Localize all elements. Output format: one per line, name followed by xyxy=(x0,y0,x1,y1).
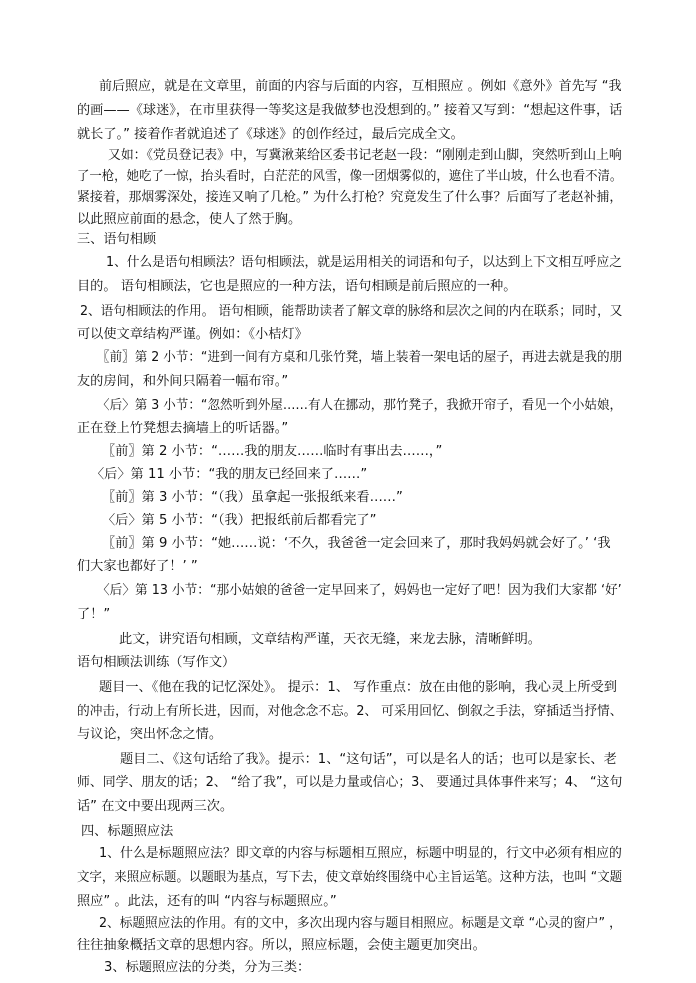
section-heading: 语句相顾法训练（写作文） xyxy=(77,654,236,670)
text-line: 又如：《党员登记表》中，写冀湫莱给区委书记老赵一段：“刚刚走到山脚，突然听到山上响 xyxy=(108,147,622,163)
text-line: 〖前〗第 9 小节：“她……说：‘不久，我爸爸一定会回来了，那时我妈妈就会好了。’ ‘我 xyxy=(102,536,611,552)
text-line: 2、标题照应法的作用。有的文中，多次出现内容与题目相照应。标题是文章 “心灵的窗户” ， xyxy=(99,916,622,931)
text-line: 前后照应，就是在文章里，前面的内容与后面的内容，互相照应 。例如《意外》首先写 “我 xyxy=(99,79,622,94)
text-line: 照应” 。此法，还有的叫 “内容与标题照应。” xyxy=(77,894,337,909)
text-line: 〈后〉第 13 小节：“那小姑娘的爸爸一定早回来了，妈妈也一定好了吧！因为我们大家都 ‘好’ xyxy=(97,583,622,599)
text-line: 师、同学、朋友的话；2、 “给了我”，可以是力量或信心；3、 要通过具体事件来写；4、 “这句 xyxy=(77,775,623,791)
text-line: 3、标题照应法的分类，分为三类： xyxy=(104,960,311,975)
text-line: 紧接着，那烟雾深处，接连又响了几枪。” 为什么打枪？究竟发生了什么事？后面写了老赵补捕， xyxy=(77,190,623,205)
section-heading: 四、标题照应法 xyxy=(81,824,174,840)
text-line: 题目一、《他在我的记忆深处》。 提示：1、 写作重点：放在由他的影响，我心灵上所受到 xyxy=(99,679,617,695)
text-line: 题目二、《这句话给了我》。提示：1、“这句话”，可以是名人的话；也可以是家长、老 xyxy=(120,751,617,767)
text-line: 往往抽象概括文章的思想内容。所以，照应标题，会使主题更加突出。 xyxy=(77,938,486,953)
text-line: 可以使文章结构严谨。例如：《小桔灯》 xyxy=(77,326,308,342)
text-line: 目的。 语句相顾法，它也是照应的一种方法，语句相顾是前后照应的一种。 xyxy=(77,278,517,294)
text-line: 〈后〉第 5 小节：“（我）把报纸前后都看完了” xyxy=(102,513,377,529)
text-line: 的冲击，行动上有所长进，因而，对他念念不忘。2、 可采用回忆、倒叙之手法，穿插适当抒情、 xyxy=(77,703,623,719)
text-line: 话” 在文中要出现两三次。 xyxy=(77,799,234,815)
text-line: 与议论，突出怀念之情。 xyxy=(77,726,223,742)
text-line: 的画——《球迷》，在市里获得一等奖这是我做梦也没想到的。” 接着又写到：“想起这件事，话 xyxy=(77,102,623,118)
text-line: 正在登上竹凳想去摘墙上的听话器。” xyxy=(77,420,289,436)
text-line: 了！” xyxy=(77,607,111,622)
text-line: 们大家也都好了！’ ” xyxy=(77,559,198,575)
text-line: 2、语句相顾法的作用。 语句相顾，能帮助读者了解文章的脉络和层次之间的内在联系；同时，又 xyxy=(80,303,623,319)
text-line: 了一枪，她吃了一惊，抬头看时，白茫茫的风雪，像一团烟雾似的，遮住了半山坡，什么也看不清。 xyxy=(77,168,623,184)
text-line: 1、什么是标题照应法？即文章的内容与标题相互照应，标题中明显的，行文中必须有相应的 xyxy=(99,846,622,862)
text-line: 文字，来照应标题。以题眼为基点，写下去，使文章始终围绕中心主旨运笔。这种方法，也叫 “文题 xyxy=(77,870,623,886)
text-line: 〖前〗第 2 小节：“……我的朋友……临时有事出去……，” xyxy=(102,444,443,460)
text-line: 〈后〉第 3 小节：“忽然听到外屋……有人在挪动，那竹凳子，我掀开帘子，看见一个小姑娘， xyxy=(97,397,623,413)
section-heading: 三、语句相顾 xyxy=(77,232,157,248)
text-line: 〖前〗第 2 小节：“进到一间有方桌和几张竹凳，墙上装着一架电话的屋子，再进去就是我的朋 xyxy=(97,349,623,365)
text-line: 以此照应前面的悬念，使人了然于胸。 xyxy=(77,212,302,227)
text-line: 友的房间，和外间只隔着一幅布帘。” xyxy=(77,373,289,389)
text-line: 〖前〗第 3 小节：“（我）虽拿起一张报纸来看……” xyxy=(102,490,403,506)
text-line: 就长了。” 接着作者就追述了《球迷》的创作经过，最后完成全文。 xyxy=(77,126,464,142)
text-line: 1、什么是语句相顾法？语句相顾法，就是运用相关的词语和句子，以达到上下文相互呼应之 xyxy=(106,255,622,270)
text-line: 〈后〉第 11 小节：“我的朋友已经回来了……” xyxy=(91,467,368,483)
text-line: 此文，讲究语句相顾，文章结构严谨，天衣无缝，来龙去脉，清晰鲜明。 xyxy=(119,631,541,647)
